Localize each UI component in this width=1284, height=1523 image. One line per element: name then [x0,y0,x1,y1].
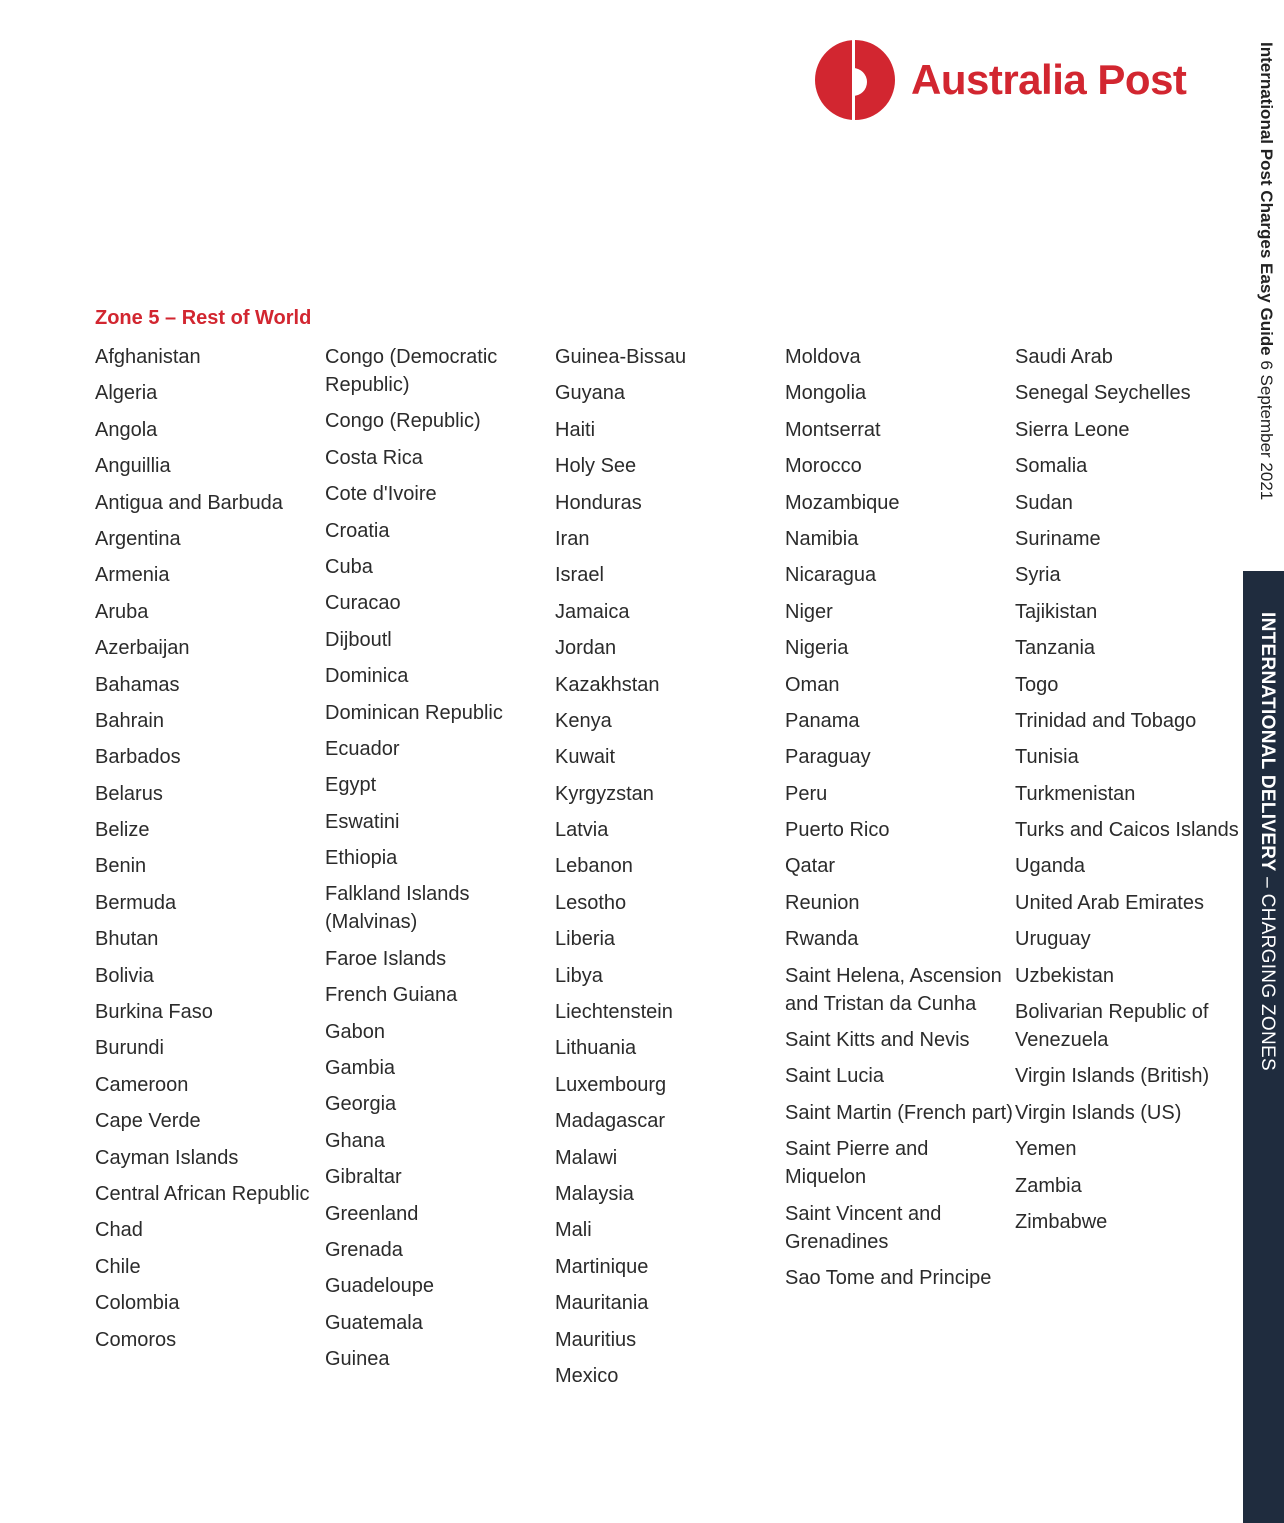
country-item: Eswatini [325,810,400,833]
country-item: Montserrat [785,418,881,441]
country-item: Antigua and Barbuda [95,491,283,514]
country-item: Jamaica [555,600,630,623]
country-item: Martinique [555,1255,649,1278]
country-item: Trinidad and Tobago [1015,709,1197,732]
country-item: Luxembourg [555,1073,667,1096]
country-item: Malawi [555,1146,618,1169]
country-item: United Arab Emirates [1015,891,1204,914]
country-item: Cameroon [95,1073,189,1096]
country-item: Greenland [325,1202,419,1225]
country-item: Madagascar [555,1110,666,1133]
country-item: Saint Kitts and Nevis [785,1029,970,1052]
country-item: Yemen [1015,1138,1077,1161]
country-item: Armenia [95,564,170,587]
country-item: Mali [555,1219,592,1242]
country-column [95,343,325,1398]
country-column [325,343,555,1398]
country-item: Saint Helena, Ascension and Tristan da Cunha [785,964,1002,1015]
country-item: Benin [95,855,147,878]
country-item: Guinea [325,1348,390,1371]
country-item: Aruba [95,600,149,623]
country-item: Nicaragua [785,564,877,587]
country-item: Mauritania [555,1292,649,1315]
country-item: Colombia [95,1292,180,1315]
country-item: Saint Lucia [785,1065,884,1088]
country-item: Dominican Republic [325,701,503,724]
country-item: Bahamas [95,673,180,696]
country-item: Barbados [95,746,181,769]
section-label-rest: – CHARGING ZONES [1257,871,1278,1071]
country-item: Togo [1015,673,1059,696]
australia-post-logo [815,40,1186,120]
country-item: Morocco [785,455,862,478]
country-item: Congo (Democratic Republic) [325,346,498,396]
country-item: Zimbabwe [1015,1210,1108,1233]
country-item: Burkina Faso [95,1001,213,1024]
country-item: Israel [555,564,604,587]
country-item: Jordan [555,637,617,660]
country-list [95,343,1245,1398]
country-item: Iran [555,527,590,550]
country-item: Sao Tome and Principe [785,1266,992,1289]
country-item: Croatia [325,519,390,542]
country-item: Egypt [325,774,377,797]
country-item: Mozambique [785,491,900,514]
country-item: Cuba [325,555,373,578]
country-item: Chad [95,1219,143,1242]
country-item: Bhutan [95,928,159,951]
country-item: Algeria [95,382,158,405]
section-label [1256,612,1278,1071]
country-item: Turks and Caicos Islands [1015,819,1239,842]
country-item: Tunisia [1015,746,1079,769]
country-item: Argentina [95,527,181,550]
country-item: Honduras [555,491,642,514]
country-item: Nigeria [785,637,849,660]
country-item: Ecuador [325,737,400,760]
country-item: Paraguay [785,746,871,769]
country-item: Bolivarian Republic of Venezuela [1015,1001,1209,1052]
country-item: Mauritius [555,1328,637,1351]
country-item: Kyrgyzstan [555,782,654,805]
country-item: Angola [95,418,158,441]
country-item: Chile [95,1255,141,1278]
country-item: Tanzania [1015,637,1096,660]
country-item: Saudi Arab [1015,346,1113,368]
country-item: Virgin Islands (British) [1015,1065,1210,1088]
country-item: Bahrain [95,709,164,732]
country-item: Latvia [555,819,609,842]
country-item: Saint Martin (French part) [785,1101,1013,1124]
country-item: Costa Rica [325,446,423,469]
australia-post-p-icon [815,40,895,120]
country-item: Comoros [95,1328,177,1351]
country-item: Guyana [555,382,626,405]
country-item: Panama [785,709,860,732]
country-item: Belize [95,819,150,842]
country-item: Senegal Seychelles [1015,382,1191,405]
country-item: Congo (Republic) [325,410,481,433]
country-item: Suriname [1015,527,1101,550]
country-item: Gabon [325,1020,386,1043]
country-item: Bermuda [95,891,177,914]
country-item: Somalia [1015,455,1088,478]
country-item: Guinea-Bissau [555,346,687,368]
guide-date: 6 September 2021 [1257,360,1276,501]
country-item: Bolivia [95,964,154,987]
country-item: Syria [1015,564,1061,587]
country-item: Libya [555,964,603,987]
country-item: Georgia [325,1093,397,1116]
country-item: Afghanistan [95,346,201,368]
country-item: Guadeloupe [325,1275,434,1298]
country-item: Dijboutl [325,628,392,651]
country-item: Cape Verde [95,1110,201,1133]
country-item: Cote d'Ivoire [325,483,437,506]
guide-title [1256,42,1276,500]
country-item: Belarus [95,782,163,805]
country-item: Faroe Islands [325,947,447,970]
country-item: Dominica [325,665,409,688]
country-item: Qatar [785,855,836,878]
country-item: Kuwait [555,746,616,769]
country-column [785,343,1015,1398]
country-item: Ethiopia [325,847,398,870]
country-item: Lebanon [555,855,633,878]
country-item: Peru [785,782,828,805]
country-item: Saint Pierre and Miquelon [785,1138,929,1189]
country-item: Sudan [1015,491,1073,514]
country-item: Liechtenstein [555,1001,673,1024]
country-item: Gambia [325,1057,396,1080]
country-item: Tajikistan [1015,600,1098,623]
country-item: Holy See [555,455,637,478]
zone-title: Zone 5 – Rest of World [95,307,312,329]
country-item: Kenya [555,709,612,732]
country-item: Cayman Islands [95,1146,239,1169]
country-item: Saint Vincent and Grenadines [785,1202,942,1253]
country-item: Zambia [1015,1174,1082,1197]
country-item: Falkland Islands (Malvinas) [325,883,470,934]
country-item: Niger [785,600,833,623]
country-item: Burundi [95,1037,164,1060]
country-item: Azerbaijan [95,637,190,660]
country-item: Sierra Leone [1015,418,1130,441]
country-column [555,343,785,1398]
country-item: Gibraltar [325,1166,402,1189]
country-item: Central African Republic [95,1182,310,1205]
country-item: Moldova [785,346,861,368]
brand-name: Australia Post [911,56,1187,103]
country-item: Anguillia [95,455,171,478]
country-item: Namibia [785,527,859,550]
country-item: Lithuania [555,1037,637,1060]
country-item: Mongolia [785,382,867,405]
country-item: Puerto Rico [785,819,890,842]
country-item: Mexico [555,1364,619,1387]
country-item: Turkmenistan [1015,782,1136,805]
country-item: Rwanda [785,928,859,951]
guide-title-text: International Post Charges Easy Guide [1257,42,1276,356]
section-label-bold: INTERNATIONAL DELIVERY [1257,612,1278,872]
country-item: Uzbekistan [1015,964,1114,987]
country-item: Kazakhstan [555,673,660,696]
country-item: Reunion [785,891,860,914]
country-item: Uganda [1015,855,1086,878]
country-column [1015,343,1245,1398]
country-item: Oman [785,673,840,696]
country-item: Malaysia [555,1182,634,1205]
country-item: Guatemala [325,1311,423,1334]
country-item: Virgin Islands (US) [1015,1101,1182,1124]
country-item: Haiti [555,418,596,441]
country-item: Lesotho [555,891,627,914]
country-item: Curacao [325,592,401,615]
country-item: French Guiana [325,984,458,1007]
country-item: Grenada [325,1238,403,1261]
country-item: Ghana [325,1129,386,1152]
country-item: Uruguay [1015,928,1091,951]
country-item: Liberia [555,928,616,951]
